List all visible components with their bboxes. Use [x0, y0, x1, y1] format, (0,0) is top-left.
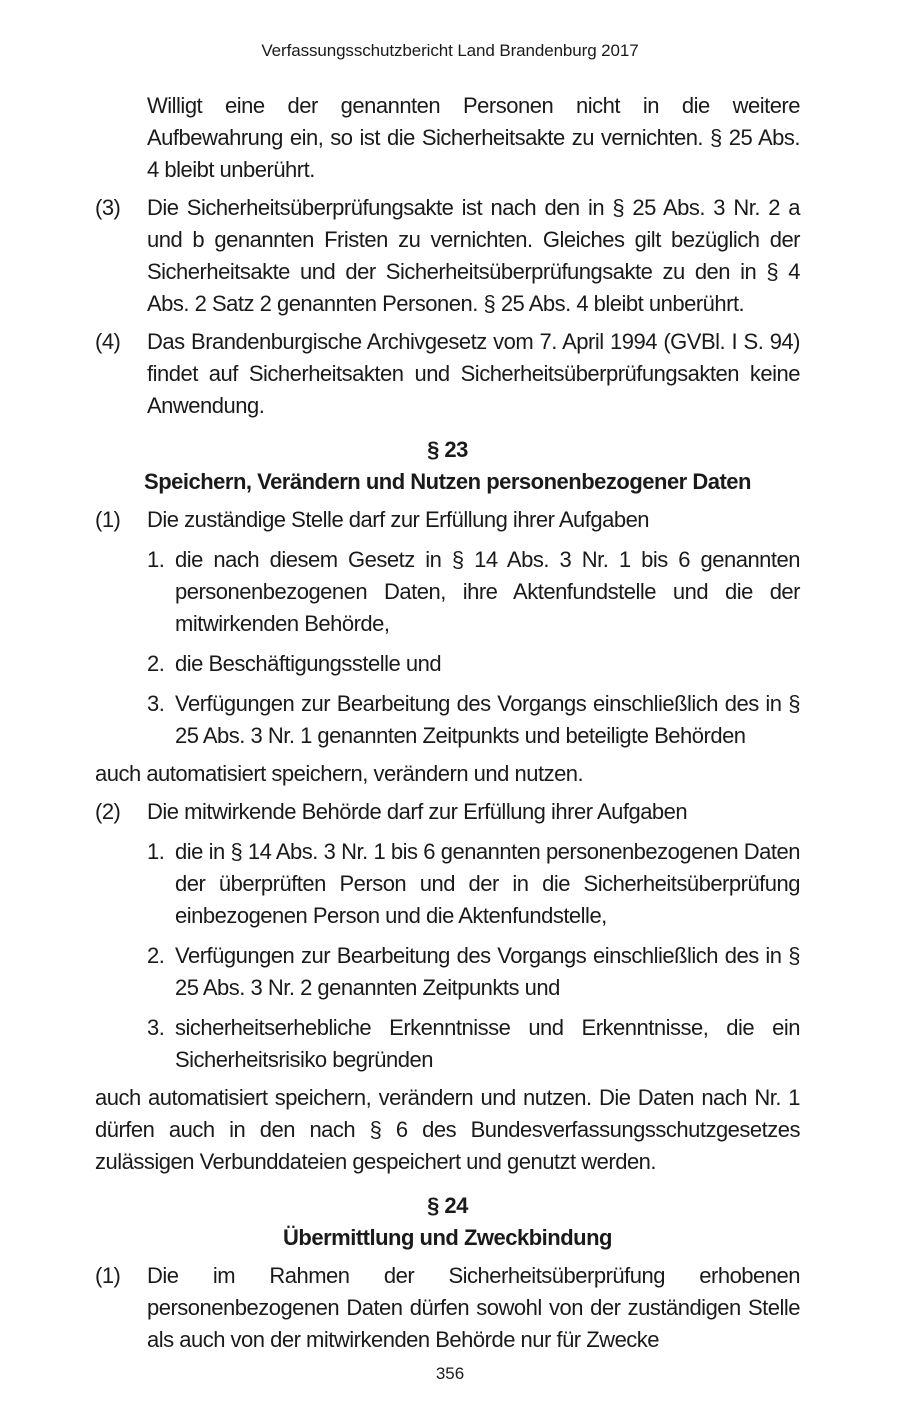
sub-item: [147, 940, 800, 1004]
list-item: [95, 192, 800, 320]
item-number: (3): [95, 195, 121, 220]
item-text: Die Sicherheitsüberprüfungsakte ist nach den in § 25 Abs. 3 Nr. 2 a und b genannten Fristen zu vernichten. Gleiches gilt bezüglich der Sicherheitsakte und der Sicherheitsüberprüfungsakte zu den in § 4 Abs. 2 Satz 2 genannten Personen. § 25 Abs. 4 bleibt unberührt.: [147, 195, 800, 316]
section-24: [95, 1190, 800, 1356]
section-number: § 23: [427, 437, 468, 462]
sub-item-number: 2.: [147, 943, 165, 968]
section-23: [95, 434, 800, 1178]
list-item: [95, 326, 800, 422]
paragraph-2: [95, 796, 800, 828]
sub-item: [147, 648, 800, 680]
sub-item-number: 3.: [147, 1015, 165, 1040]
item-text: Die im Rahmen der Sicherheitsüberprüfung erhobenen personenbezogenen Daten dürfen sowohl von der zuständigen Stelle als auch von der mitwirkenden Behörde nur für Zwecke: [147, 1263, 800, 1352]
item-number: (4): [95, 329, 121, 354]
section-number: § 24: [427, 1193, 468, 1218]
sub-item-text: die Beschäftigungsstelle und: [175, 651, 442, 676]
sub-item: [147, 544, 800, 640]
sub-item-text: Verfügungen zur Bearbeitung des Vorgangs einschließlich des in § 25 Abs. 3 Nr. 1 genannten Zeitpunkts und beteiligte Behörden: [175, 691, 800, 748]
continuation-paragraph: Willigt eine der genannten Personen nicht in die weitere Aufbewahrung ein, so ist die Sicherheitsakte zu vernichten. § 25 Abs. 4 bleibt unberührt.: [147, 93, 800, 182]
item-text: Die zuständige Stelle darf zur Erfüllung ihrer Aufgaben: [147, 507, 650, 532]
paragraph-1: [95, 1260, 800, 1356]
item-text: Das Brandenburgische Archivgesetz vom 7. April 1994 (GVBl. I S. 94) findet auf Sicherheitsakten und Sicherheitsüberprüfungsakten keine Anwendung.: [147, 329, 800, 418]
sub-item: [147, 688, 800, 752]
sub-item: [147, 836, 800, 932]
sub-item-number: 1.: [147, 547, 165, 572]
section-title: Übermittlung und Zweckbindung: [283, 1225, 612, 1250]
page-number: 356: [435, 1364, 465, 1383]
sub-item-number: 1.: [147, 839, 165, 864]
sub-item-text: die nach diesem Gesetz in § 14 Abs. 3 Nr. 1 bis 6 genannten personenbezogenen Daten, ihre Aktenfundstelle und die der mitwirkenden Behörde,: [175, 547, 800, 636]
running-header: Verfassungsschutzbericht Land Brandenburg 2017: [261, 41, 639, 60]
item-number: (1): [95, 507, 121, 532]
closing-text: auch automatisiert speichern, verändern und nutzen.: [95, 761, 584, 786]
sub-item-text: sicherheitserhebliche Erkenntnisse und Erkenntnisse, die ein Sicherheitsrisiko begründen: [175, 1015, 800, 1072]
item-text: Die mitwirkende Behörde darf zur Erfüllung ihrer Aufgaben: [147, 799, 688, 824]
sub-item: [147, 1012, 800, 1076]
sub-item-number: 3.: [147, 691, 165, 716]
sub-item-text: die in § 14 Abs. 3 Nr. 1 bis 6 genannten personenbezogenen Daten der überprüften Person und der in die Sicherheitsüberprüfung einbezogenen Person und die Aktenfundstelle,: [175, 839, 800, 928]
item-number: (1): [95, 1263, 121, 1288]
sub-item-number: 2.: [147, 651, 165, 676]
paragraph-1: [95, 504, 800, 536]
section-title: Speichern, Verändern und Nutzen personenbezogener Daten: [144, 469, 751, 494]
closing-text: auch automatisiert speichern, verändern und nutzen. Die Daten nach Nr. 1 dürfen auch in den nach § 6 des Bundesverfassungsschutzgesetzes zulässigen Verbunddateien gespeichert und genutzt werden.: [95, 1085, 800, 1174]
sub-item-text: Verfügungen zur Bearbeitung des Vorgangs einschließlich des in § 25 Abs. 3 Nr. 2 genannten Zeitpunkts und: [175, 943, 800, 1000]
item-number: (2): [95, 799, 121, 824]
page-content: [95, 90, 800, 1356]
